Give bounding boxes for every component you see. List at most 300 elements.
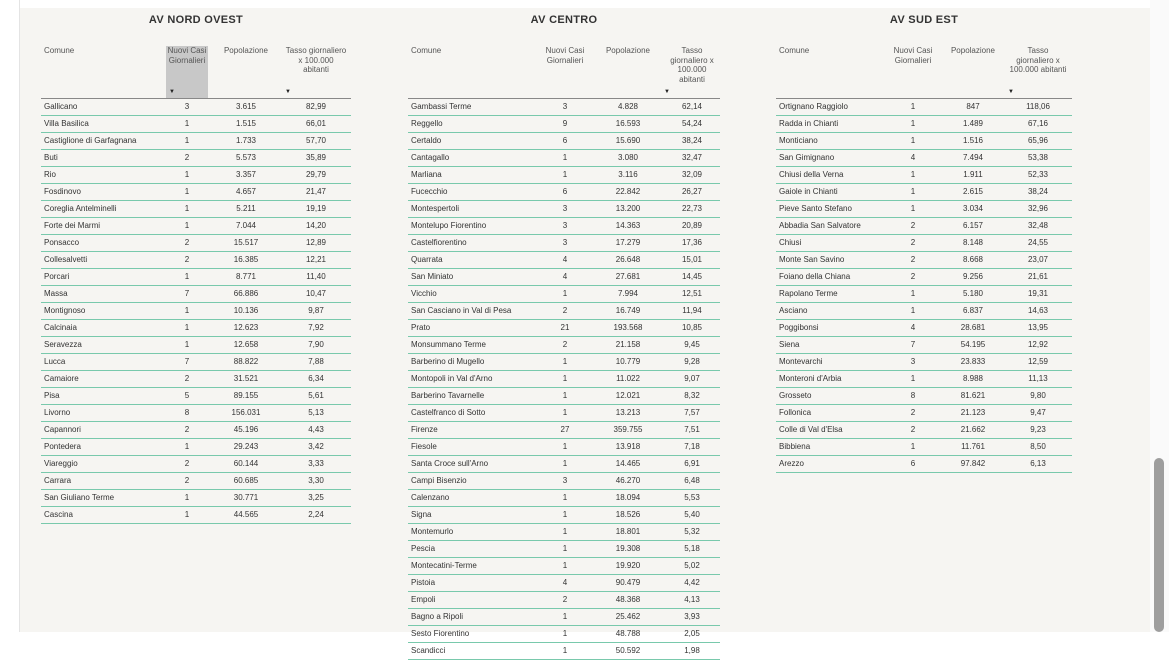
table-row[interactable]: [408, 133, 720, 150]
cell-comune: Siena: [779, 340, 800, 349]
table-row[interactable]: [408, 167, 720, 184]
cell-tasso: 6,34: [308, 374, 324, 383]
cell-nuovi-casi: 1: [562, 612, 568, 621]
cell-comune: Montevarchi: [779, 357, 823, 366]
cell-comune: Abbadia San Salvatore: [779, 221, 861, 230]
table-row[interactable]: [776, 150, 1072, 167]
cell-comune: Castiglione di Garfagnana: [44, 136, 137, 145]
cell-nuovi-casi: 1: [184, 340, 190, 349]
cell-nuovi-casi: 2: [910, 238, 916, 247]
table-row[interactable]: [41, 320, 351, 337]
table-header: [776, 46, 1072, 99]
header-nuovi-casi[interactable]: Nuovi Casi Giornalieri: [545, 46, 585, 65]
cell-comune: Santa Croce sull'Arno: [411, 459, 489, 468]
table-row[interactable]: [776, 320, 1072, 337]
table-row[interactable]: [776, 456, 1072, 473]
cell-nuovi-casi: 1: [184, 442, 190, 451]
cell-comune: Montecatini-Terme: [411, 561, 477, 570]
table-row[interactable]: [41, 269, 351, 286]
table-row[interactable]: [41, 133, 351, 150]
cell-popolazione: 21.123: [960, 408, 986, 417]
cell-tasso: 11,40: [306, 272, 326, 281]
cell-comune: Scandicci: [411, 646, 446, 655]
cell-nuovi-casi: 1: [562, 170, 568, 179]
table-row[interactable]: [776, 337, 1072, 354]
cell-comune: Gambassi Terme: [411, 102, 472, 111]
table-row[interactable]: [41, 167, 351, 184]
header-nuovi-casi[interactable]: [166, 46, 208, 98]
cell-comune: Quarrata: [411, 255, 443, 264]
sort-desc-icon[interactable]: ▼: [169, 88, 175, 95]
cell-nuovi-casi: 1: [910, 170, 916, 179]
sort-desc-icon[interactable]: ▼: [1008, 88, 1014, 95]
cell-comune: Certaldo: [411, 136, 442, 145]
cell-nuovi-casi: 7: [910, 340, 916, 349]
cell-nuovi-casi: 1: [562, 289, 568, 298]
sort-desc-icon[interactable]: ▼: [285, 88, 291, 95]
cell-tasso: 6,91: [684, 459, 700, 468]
cell-popolazione: 15.690: [615, 136, 641, 145]
cell-comune: Montelupo Fiorentino: [411, 221, 487, 230]
header-nuovi-casi[interactable]: Nuovi Casi Giornalieri: [893, 46, 933, 65]
cell-tasso: 17,36: [681, 238, 703, 247]
cell-comune: Monteroni d'Arbia: [779, 374, 842, 383]
table-row[interactable]: [408, 150, 720, 167]
table-row[interactable]: [408, 524, 720, 541]
cell-comune: Calcinaia: [44, 323, 77, 332]
cell-tasso: 23,07: [1027, 255, 1049, 264]
table-row[interactable]: [41, 388, 351, 405]
header-popolazione[interactable]: Popolazione: [223, 46, 269, 55]
table-row[interactable]: [408, 507, 720, 524]
table-row[interactable]: [776, 303, 1072, 320]
cell-comune: Empoli: [411, 595, 436, 604]
cell-popolazione: 156.031: [231, 408, 261, 417]
table-row[interactable]: [408, 456, 720, 473]
header-popolazione[interactable]: Popolazione: [605, 46, 651, 55]
table-row[interactable]: [408, 235, 720, 252]
cell-tasso: 5,18: [684, 544, 700, 553]
cell-nuovi-casi: 4: [562, 578, 568, 587]
cell-popolazione: 21.662: [960, 425, 986, 434]
cell-comune: Porcari: [44, 272, 70, 281]
cell-popolazione: 13.918: [615, 442, 641, 451]
table-row[interactable]: [776, 218, 1072, 235]
table-body: [776, 99, 1072, 473]
table-row[interactable]: [776, 422, 1072, 439]
table-row[interactable]: [776, 235, 1072, 252]
table-row[interactable]: [408, 184, 720, 201]
cell-tasso: 2,05: [684, 629, 700, 638]
page-frame: [19, 0, 1151, 655]
table-row[interactable]: [41, 184, 351, 201]
cell-comune: Follonica: [779, 408, 812, 417]
cell-popolazione: 3.615: [235, 102, 257, 111]
cell-nuovi-casi: 27: [560, 425, 570, 434]
table-row[interactable]: [776, 371, 1072, 388]
table-row[interactable]: [408, 490, 720, 507]
table-row[interactable]: [408, 609, 720, 626]
cell-comune: Bibbiena: [779, 442, 811, 451]
cell-nuovi-casi: 1: [910, 187, 916, 196]
cell-comune: Massa: [44, 289, 68, 298]
table-row[interactable]: [408, 558, 720, 575]
cell-nuovi-casi: 1: [910, 442, 916, 451]
cell-nuovi-casi: 4: [910, 153, 916, 162]
cell-popolazione: 9.256: [962, 272, 984, 281]
table-row[interactable]: [41, 303, 351, 320]
cell-tasso: 14,63: [1027, 306, 1049, 315]
cell-nuovi-casi: 1: [184, 170, 190, 179]
cell-nuovi-casi: 7: [184, 357, 190, 366]
table-row[interactable]: [41, 473, 351, 490]
table-row[interactable]: [408, 337, 720, 354]
cell-nuovi-casi: 2: [184, 238, 190, 247]
table-row[interactable]: [776, 286, 1072, 303]
cell-tasso: 54,24: [681, 119, 703, 128]
cell-popolazione: 8.988: [962, 374, 984, 383]
cell-popolazione: 44.565: [233, 510, 259, 519]
cell-tasso: 118,06: [1026, 102, 1050, 111]
cell-popolazione: 1.516: [962, 136, 984, 145]
table-row[interactable]: [41, 116, 351, 133]
cell-nuovi-casi: 2: [910, 221, 916, 230]
cell-popolazione: 29.243: [233, 442, 259, 451]
cell-popolazione: 88.822: [233, 357, 259, 366]
cell-comune: Firenze: [411, 425, 438, 434]
table-row[interactable]: [408, 201, 720, 218]
cell-tasso: 19,31: [1027, 289, 1049, 298]
header-popolazione[interactable]: Popolazione: [950, 46, 996, 55]
table-row[interactable]: [408, 405, 720, 422]
cell-comune: Asciano: [779, 306, 808, 315]
header-tasso-label: Tasso giornaliero x 100.000 abitanti: [670, 46, 714, 84]
cell-popolazione: 17.279: [615, 238, 641, 247]
cell-comune: Capannori: [44, 425, 81, 434]
table-row[interactable]: [408, 371, 720, 388]
cell-tasso: 22,73: [681, 204, 703, 213]
table-row[interactable]: [776, 354, 1072, 371]
table-row[interactable]: [41, 252, 351, 269]
cell-tasso: 8,32: [684, 391, 700, 400]
cell-popolazione: 23.833: [960, 357, 986, 366]
cell-nuovi-casi: 2: [910, 272, 916, 281]
cell-comune: Carrara: [44, 476, 72, 485]
table-row[interactable]: [408, 422, 720, 439]
cell-tasso: 3,42: [308, 442, 324, 451]
cell-popolazione: 359.755: [613, 425, 643, 434]
cell-nuovi-casi: 8: [910, 391, 916, 400]
cell-popolazione: 66.886: [233, 289, 259, 298]
cell-nuovi-casi: 1: [910, 289, 916, 298]
cell-popolazione: 26.648: [615, 255, 641, 264]
cell-comune: Chiusi: [779, 238, 802, 247]
table-row[interactable]: [408, 541, 720, 558]
cell-comune: Calenzano: [411, 493, 450, 502]
table-row[interactable]: [408, 252, 720, 269]
table-row[interactable]: [408, 116, 720, 133]
cell-tasso: 1,98: [684, 646, 700, 655]
cell-comune: Seravezza: [44, 340, 82, 349]
table-row[interactable]: [776, 184, 1072, 201]
header-comune[interactable]: Comune: [44, 46, 75, 55]
table-row[interactable]: [408, 626, 720, 643]
cell-nuovi-casi: 1: [562, 374, 568, 383]
cell-comune: Marliana: [411, 170, 442, 179]
table-header: [41, 46, 351, 99]
cell-nuovi-casi: 1: [562, 561, 568, 570]
cell-popolazione: 7.994: [617, 289, 639, 298]
cell-comune: Montignoso: [44, 306, 86, 315]
cell-nuovi-casi: 4: [562, 272, 568, 281]
cell-nuovi-casi: 8: [184, 408, 190, 417]
cell-popolazione: 5.211: [236, 204, 256, 213]
table-row[interactable]: [776, 133, 1072, 150]
table-row[interactable]: [41, 150, 351, 167]
header-comune[interactable]: Comune: [779, 46, 810, 55]
table-row[interactable]: [408, 473, 720, 490]
header-tasso[interactable]: [1008, 46, 1068, 98]
cell-tasso: 7,51: [684, 425, 700, 434]
table-row[interactable]: [776, 201, 1072, 218]
table-row[interactable]: [408, 439, 720, 456]
cell-comune: Gaiole in Chianti: [779, 187, 838, 196]
cell-nuovi-casi: 2: [910, 408, 916, 417]
cell-nuovi-casi: 6: [562, 187, 568, 196]
table-row[interactable]: [408, 575, 720, 592]
sort-desc-icon[interactable]: ▼: [664, 88, 670, 95]
cell-nuovi-casi: 5: [184, 391, 190, 400]
header-comune[interactable]: Comune: [411, 46, 442, 55]
table-row[interactable]: [41, 439, 351, 456]
cell-tasso: 10,47: [305, 289, 327, 298]
cell-tasso: 3,30: [308, 476, 324, 485]
cell-comune: Camaiore: [44, 374, 79, 383]
table-row[interactable]: [408, 354, 720, 371]
cell-tasso: 9,47: [1030, 408, 1046, 417]
cell-tasso: 9,45: [684, 340, 700, 349]
cell-popolazione: 13.213: [615, 408, 641, 417]
table-row[interactable]: [41, 337, 351, 354]
cell-popolazione: 90.479: [615, 578, 641, 587]
cell-tasso: 29,79: [305, 170, 327, 179]
cell-comune: Monticiano: [779, 136, 818, 145]
cell-nuovi-casi: 3: [562, 102, 568, 111]
table-body: [41, 99, 351, 524]
cell-popolazione: 13.200: [615, 204, 641, 213]
cell-popolazione: 3.080: [617, 153, 639, 162]
cell-tasso: 32,47: [681, 153, 703, 162]
table-row[interactable]: [408, 320, 720, 337]
cell-popolazione: 48.788: [615, 629, 641, 638]
table-row[interactable]: [41, 422, 351, 439]
cell-nuovi-casi: 1: [184, 510, 190, 519]
scrollbar-thumb[interactable]: [1154, 458, 1164, 632]
cell-comune: Pisa: [44, 391, 60, 400]
cell-tasso: 38,24: [681, 136, 703, 145]
cell-popolazione: 1.489: [962, 119, 984, 128]
cell-popolazione: 16.385: [233, 255, 259, 264]
table-row[interactable]: [41, 218, 351, 235]
table-row[interactable]: [776, 269, 1072, 286]
cell-nuovi-casi: 1: [910, 204, 916, 213]
table-row[interactable]: [776, 405, 1072, 422]
cell-tasso: 12,51: [681, 289, 703, 298]
header-tasso-label: Tasso giornaliero x 100.000 abitanti: [1009, 46, 1067, 74]
cell-popolazione: 28.681: [960, 323, 986, 332]
cell-tasso: 9,23: [1030, 425, 1046, 434]
cell-tasso: 11,94: [682, 306, 702, 315]
cell-popolazione: 12.623: [233, 323, 259, 332]
cell-tasso: 7,92: [308, 323, 324, 332]
cell-tasso: 10,85: [681, 323, 703, 332]
table-row[interactable]: [408, 99, 720, 116]
cell-comune: Vicchio: [411, 289, 437, 298]
cell-tasso: 38,24: [1027, 187, 1049, 196]
cell-comune: San Miniato: [411, 272, 454, 281]
table-row[interactable]: [41, 405, 351, 422]
cell-nuovi-casi: 4: [910, 323, 916, 332]
cell-comune: Montemurlo: [411, 527, 454, 536]
table-body: [408, 99, 720, 660]
cell-tasso: 32,09: [681, 170, 703, 179]
cell-nuovi-casi: 1: [562, 646, 568, 655]
cell-tasso: 7,88: [308, 357, 324, 366]
table-row[interactable]: [408, 286, 720, 303]
cell-nuovi-casi: 1: [562, 153, 568, 162]
cell-nuovi-casi: 4: [562, 255, 568, 264]
cell-tasso: 57,70: [305, 136, 327, 145]
table-row[interactable]: [41, 371, 351, 388]
cell-nuovi-casi: 1: [910, 136, 916, 145]
vertical-scrollbar[interactable]: [1150, 0, 1169, 632]
cell-comune: Pistoia: [411, 578, 436, 587]
table-row[interactable]: [408, 303, 720, 320]
cell-comune: Radda in Chianti: [779, 119, 839, 128]
cell-comune: Campi Bisenzio: [411, 476, 467, 485]
cell-comune: Grosseto: [779, 391, 812, 400]
cell-popolazione: 8.148: [962, 238, 984, 247]
cell-comune: Fiesole: [411, 442, 437, 451]
cell-tasso: 13,95: [1027, 323, 1049, 332]
cell-popolazione: 30.771: [233, 493, 259, 502]
table-row[interactable]: [41, 99, 351, 116]
cell-popolazione: 19.920: [615, 561, 641, 570]
cell-popolazione: 31.521: [233, 374, 259, 383]
cell-tasso: 9,28: [684, 357, 700, 366]
table-row[interactable]: [408, 643, 720, 660]
cell-popolazione: 48.368: [615, 595, 641, 604]
cell-tasso: 5,02: [684, 561, 700, 570]
cell-popolazione: 22.842: [615, 187, 641, 196]
cell-comune: Barberino Tavarnelle: [411, 391, 485, 400]
cell-nuovi-casi: 1: [910, 374, 916, 383]
cell-popolazione: 8.771: [235, 272, 257, 281]
cell-nuovi-casi: 3: [910, 357, 916, 366]
table-row[interactable]: [41, 286, 351, 303]
cell-tasso: 9,80: [1030, 391, 1046, 400]
table-row[interactable]: [41, 201, 351, 218]
cell-nuovi-casi: 1: [562, 442, 568, 451]
cell-comune: Sesto Fiorentino: [411, 629, 470, 638]
cell-comune: Cascina: [44, 510, 73, 519]
cell-popolazione: 11.761: [961, 442, 985, 451]
cell-nuovi-casi: 2: [910, 425, 916, 434]
table-row[interactable]: [776, 167, 1072, 184]
cell-popolazione: 7.044: [235, 221, 257, 230]
cell-tasso: 5,32: [684, 527, 700, 536]
cell-tasso: 4,43: [308, 425, 324, 434]
table-row[interactable]: [776, 99, 1072, 116]
cell-popolazione: 15.517: [233, 238, 259, 247]
cell-tasso: 9,87: [308, 306, 324, 315]
table-row[interactable]: [776, 388, 1072, 405]
cell-tasso: 67,16: [1027, 119, 1049, 128]
table-row[interactable]: [408, 218, 720, 235]
cell-tasso: 62,14: [681, 102, 703, 111]
table-row[interactable]: [776, 116, 1072, 133]
cell-comune: Signa: [411, 510, 432, 519]
cell-nuovi-casi: 1: [184, 204, 190, 213]
cell-tasso: 26,27: [681, 187, 703, 196]
cell-nuovi-casi: 1: [184, 136, 190, 145]
table-row[interactable]: [776, 252, 1072, 269]
cell-nuovi-casi: 1: [184, 493, 190, 502]
cell-nuovi-casi: 7: [184, 289, 190, 298]
cell-popolazione: 50.592: [615, 646, 641, 655]
table-row[interactable]: [408, 388, 720, 405]
cell-comune: Fosdinovo: [44, 187, 81, 196]
cell-comune: San Giuliano Terme: [44, 493, 115, 502]
cell-nuovi-casi: 1: [562, 459, 568, 468]
table-row[interactable]: [41, 507, 351, 524]
cell-comune: Foiano della Chiana: [779, 272, 851, 281]
table-row[interactable]: [776, 439, 1072, 456]
cell-tasso: 5,40: [684, 510, 700, 519]
cell-popolazione: 18.801: [615, 527, 641, 536]
cell-nuovi-casi: 2: [184, 459, 190, 468]
cell-nuovi-casi: 6: [910, 459, 916, 468]
cell-tasso: 12,59: [1027, 357, 1049, 366]
table-row[interactable]: [41, 490, 351, 507]
cell-comune: Rapolano Terme: [779, 289, 838, 298]
cell-nuovi-casi: 2: [184, 374, 190, 383]
cell-nuovi-casi: 3: [562, 476, 568, 485]
cell-popolazione: 46.270: [615, 476, 641, 485]
cell-popolazione: 5.573: [235, 153, 257, 162]
cell-comune: San Casciano in Val di Pesa: [411, 306, 512, 315]
cell-comune: San Gimignano: [779, 153, 835, 162]
cell-nuovi-casi: 1: [562, 493, 568, 502]
cell-comune: Bagno a Ripoli: [411, 612, 464, 621]
cell-comune: Viareggio: [44, 459, 78, 468]
cell-popolazione: 12.658: [233, 340, 259, 349]
cell-nuovi-casi: 1: [910, 102, 916, 111]
header-tasso[interactable]: [664, 46, 720, 98]
cell-tasso: 12,89: [305, 238, 327, 247]
table-row[interactable]: [408, 269, 720, 286]
header-tasso[interactable]: [285, 46, 347, 98]
table-row[interactable]: [408, 592, 720, 609]
cell-tasso: 21,47: [305, 187, 327, 196]
cell-comune: Castelfranco di Sotto: [411, 408, 486, 417]
cell-popolazione: 11.022: [616, 374, 640, 383]
table-row[interactable]: [41, 456, 351, 473]
table-row[interactable]: [41, 235, 351, 252]
cell-comune: Pontedera: [44, 442, 81, 451]
cell-nuovi-casi: 9: [562, 119, 568, 128]
table-row[interactable]: [41, 354, 351, 371]
